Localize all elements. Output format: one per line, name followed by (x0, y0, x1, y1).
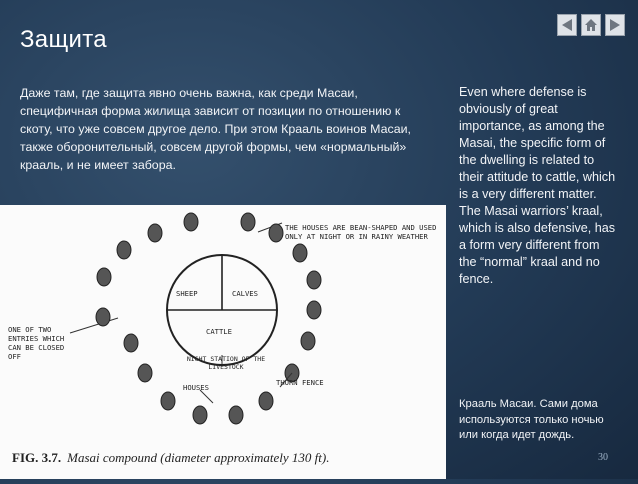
night-station-label: NIGHT STATION OF THE LIVESTOCK (186, 355, 266, 371)
body-text-russian: Даже там, где защита явно очень важна, как среди Масаи, специфичная форма жилища зависит от позиции по отношению к скоту, что уже совсем другое дело. При этом Крааль воинов Масаи, также оборонительный, совсем другой формы, чем «нормальный» крааль, и не имеет забора. (20, 86, 411, 172)
masai-compound-figure (0, 205, 446, 479)
slide-navigation (557, 14, 625, 36)
figure-caption-label: FIG. 3.7. (12, 450, 62, 465)
figure-caption-text: Masai compound (diameter approximately 130 ft). (67, 450, 330, 465)
prev-slide-button[interactable] (557, 14, 577, 36)
houses-label: HOUSES (183, 383, 209, 392)
next-slide-button[interactable] (605, 14, 625, 36)
arrow-left-icon (560, 18, 574, 32)
body-text-english: Even where defense is obviously of great importance, as among the Masai, the specific form of the dwelling is related to their attitude to cattle, which is a very different matter. The Masai warriors’ kraal, which is also defensive, has a form very different from the “normal” kraal and no fence. (459, 85, 616, 286)
slide-title: Защита (20, 26, 107, 53)
page-number: 30 (598, 452, 608, 463)
houses-note: THE HOUSES ARE BEAN-SHAPED AND USED ONLY AT NIGHT OR IN RAINY WEATHER (285, 223, 437, 241)
figure-caption (12, 450, 330, 466)
image-caption-russian: Крааль Масаи. Сами дома используются только ночью или когда идет дождь. (459, 398, 604, 441)
calves-label: CALVES (232, 289, 258, 298)
home-icon (584, 18, 598, 32)
thorn-fence-label: THORN FENCE (276, 378, 324, 387)
sheep-label: SHEEP (176, 289, 198, 298)
cattle-label: CATTLE (206, 327, 232, 336)
home-button[interactable] (581, 14, 601, 36)
entries-note: ONE OF TWO ENTRIES WHICH CAN BE CLOSED OFF (8, 325, 65, 361)
arrow-right-icon (608, 18, 622, 32)
